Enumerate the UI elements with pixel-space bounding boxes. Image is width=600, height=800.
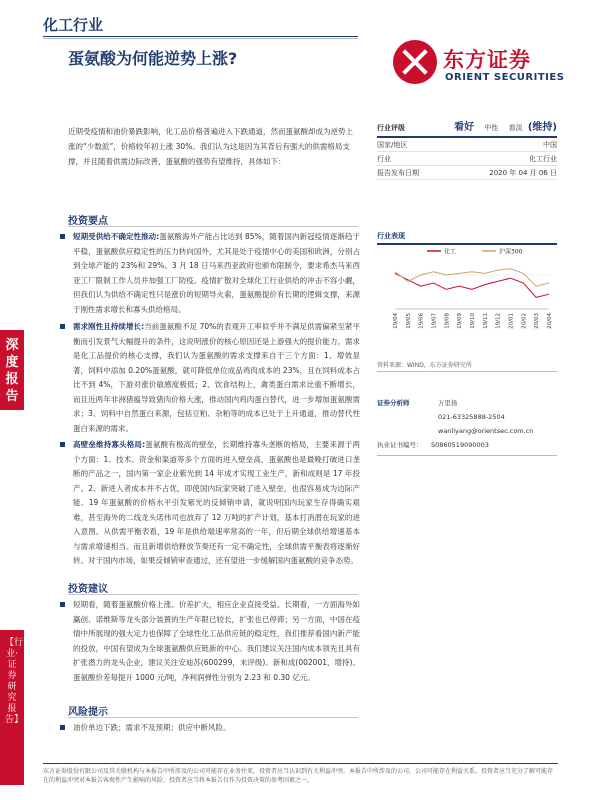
analyst-email[interactable]: wanliyang@orientsec.com.cn — [438, 427, 534, 435]
investment-points-heading: 投资要点 — [68, 216, 108, 227]
advice-block — [60, 598, 360, 685]
logo-cn: 东方证券 — [443, 48, 531, 72]
analyst-box — [377, 396, 557, 456]
info-value: 2020 年 04 月 06 日 — [489, 169, 557, 177]
risk-body: 油价单边下跌；需求不及预期；供应中断风险。 — [73, 723, 231, 732]
point-1-body: 蛋氨酸海外产能占比达到 85%，随着国内新冠疫情逐渐趋于平稳，蛋氨酸供应稳定性的压力转向国外，尤其是处于疫情中心的美国和欧洲，分别占到全球产能的 23%和 29%。3 月 18 日马来西亚政府也颁布限制令，要求希杰马来西亚工厂限制工作人员并加强工厂防疫。疫情扩散对全球化工行业供给的冲击不容小觑，但我们认为供给不确定性只是涨价的短期导火索，蛋氨酸提价有长期的逻辑支撑，来源于刚性需求增长和寡头供给格局。 — [73, 232, 360, 314]
advice-body: 短期看，随着蛋氨酸价格上涨、价差扩大，相应企业直接受益。长期看，一方面海外如赢创、诺维斯等龙头部分装置的生产年限已较长，扩张也已停滞；另一方面，中国在疫情中所展现的强大定力也保障了全球性化工品供应链的稳定性，我们推荐看国内新产能的投放，中国有望成为全球蛋氨酸供应链新的中心。我们建议关注国内成本领先且具有扩张潜力的龙头企业，建议关注安迪苏(600299，未评级)、新和成(002001，增持)。蛋氨酸价差每提升 1000 元/吨，净利润弹性分别为 2.23 和 0.30 亿元。 — [73, 600, 360, 682]
rating-neutral: 中性 — [484, 124, 499, 132]
logo-mark-icon — [393, 40, 437, 84]
rating-maintain: (维持) — [527, 122, 557, 133]
report-type-label: 【行业·证券研究报告】 — [5, 638, 24, 725]
bullet-icon — [60, 234, 65, 239]
bullet-icon — [60, 324, 65, 329]
x-tick-label: 19/11 — [482, 313, 489, 329]
rating-bearish: 看淡 — [508, 124, 523, 132]
info-key: 行业 — [377, 155, 391, 163]
risk-block — [60, 721, 360, 736]
info-value: 中国 — [543, 141, 557, 149]
deep-report-label: 深度报告 — [5, 338, 19, 404]
rating-row — [377, 118, 557, 138]
x-tick-label: 19/10 — [470, 313, 476, 329]
info-key: 国家/地区 — [377, 141, 408, 149]
cert-label: 执业证书编号： — [377, 441, 423, 449]
point-1 — [60, 230, 360, 317]
info-key: 报告发布日期 — [377, 169, 419, 177]
legend-label: 化工 — [444, 248, 457, 256]
company-logo — [393, 40, 565, 96]
report-title: 蛋氨酸为何能逆势上涨? — [68, 49, 238, 68]
x-tick-label: 20/03 — [534, 313, 541, 329]
x-tick-label: 20/01 — [508, 313, 515, 329]
info-row — [377, 166, 557, 180]
advice-heading: 投资建议 — [68, 584, 108, 595]
analyst-phone: 021-63325888-2504 — [438, 413, 505, 421]
x-tick-label: 19/07 — [431, 313, 438, 329]
rating-value: 看好 — [454, 122, 475, 133]
cert-number: S0860519090003 — [431, 441, 489, 449]
bullet-icon — [60, 442, 65, 447]
sector-title: 化工行业 — [43, 16, 104, 34]
industry-performance-chart — [377, 245, 557, 340]
header-rule-thin — [43, 38, 358, 39]
header-rule — [43, 36, 358, 37]
section-rule — [68, 594, 358, 595]
x-tick-label: 19/04 — [393, 313, 399, 329]
risk-heading: 风险提示 — [68, 707, 108, 718]
series-line — [395, 273, 549, 297]
x-tick-label: 20/04 — [547, 313, 553, 329]
intro-paragraph: 近期受疫情和油价暴跌影响，化工品价格普遍进入下跌通道，然而蛋氨酸却成为逆势上涨的“少数派”，价格较年初上涨 30%。我们认为这是因为其背后有强大的供需格局支撑，并且随着供需边际改善，蛋氨酸的强势有望维持，具体如下： — [68, 127, 353, 166]
point-2-title: 需求刚性且持续增长: — [73, 322, 145, 331]
rating-label: 行业评级 — [377, 124, 405, 132]
series-line — [395, 269, 549, 287]
info-value: 化工行业 — [529, 155, 557, 163]
x-tick-label: 19/12 — [495, 313, 502, 329]
bullet-icon — [60, 725, 65, 730]
rating-box — [377, 118, 557, 180]
x-tick-label: 19/09 — [457, 313, 464, 329]
point-3-body: 蛋氨酸有极高的壁垒，长期维持寡头垄断的格局，主要来源于两个方面：1、技术、资金和渠道等多个方面的进入壁垒高，蛋氨酸也是最晚打破进口垄断的产品之一，国内第一家企业紫光到 14 年成才实现工业生产，新和成则是 17 年投产。2、新进入者成本并不占优，即使国内玩家突破了进入壁垒，也很容易成为边际产能。19 年蛋氨酸的价格水平引发紫光的反倾销申请，就说明国内玩家生存得确实艰难，甚至海外的二线龙头诺伟司也放弃了 12 万吨的扩产计划，基本打消潜在玩家的进入意图。从供需平衡表看，19 年是供给端速率常高的一年，但后期全球供给增速基本与需求增速相当。而且新增供给释放节奏还有一定不确定性，全球供需平衡表将逐渐好转。对于国内市场，如果反倾销审查通过，还有望进一步缓解国内蛋氨酸的竞争态势。 — [73, 440, 361, 565]
info-row — [377, 138, 557, 152]
point-2 — [60, 320, 360, 436]
point-3-title: 高壁垒维持寡头格局: — [73, 440, 146, 449]
x-tick-label: 20/02 — [521, 313, 528, 329]
disclaimer-footer: 东方证券股份有限公司及其关联机构与本报告中所涉及的公司可能存在业务往来，投资者应当认识到有关利益冲突。本报告中所涉及的公司，公司可能存在利益关系，投资者应当充分了解可能存在的利益冲突对本报告客观性产生影响的风险，投资者应当将本报告仅作为投资决策的参考因素之一。 — [43, 763, 558, 785]
section-rule — [68, 226, 358, 227]
section-rule — [68, 717, 358, 718]
analyst-label: 证券分析师 — [377, 399, 410, 407]
point-1-title: 短期受供给不确定性推动: — [73, 232, 160, 241]
legend-label: 沪深300 — [499, 248, 523, 256]
bullet-icon — [60, 602, 65, 607]
x-tick-label: 19/05 — [405, 313, 412, 329]
x-tick-label: 19/08 — [444, 313, 451, 329]
chart-title: 行业表现 — [377, 231, 557, 245]
analyst-name: 万里扬 — [438, 399, 458, 407]
logo-en: ORIENT SECURITIES — [445, 72, 565, 83]
info-row — [377, 152, 557, 166]
chart-source: 资料来源：WIND，东方证券研究所 — [377, 360, 557, 372]
point-2-body: 当前蛋氨酸不足 70%的表观开工率似乎并不满足供需偏紧至紧平衡而引发景气大幅提升的条件，这说明涨价的核心原因还是上游强大的提价能力。需求是化工品提价的核心支撑，我们认为蛋氨酸的需求支撑来自于三个方面：1、增效显著，饲料中添加 0.20%蛋氨酸，就可降低单位成品鸡肉成本的 23%，且在饲料成本占比不到 4%，下游对涨价敏感度极低；2、饮食结构上，禽类蛋白需求比重不断增长，而且近两年非洲猪瘟导致猪肉价格大涨，推动国内鸡肉蛋白替代，进一步增加蛋氨酸需求；3、饲料中自然蛋白来源，包括豆粕、杂粕等的成本已处于上升通道，推动替代性蛋白来源的需求。 — [73, 322, 360, 433]
point-3 — [60, 438, 360, 569]
x-tick-label: 19/06 — [418, 313, 425, 329]
